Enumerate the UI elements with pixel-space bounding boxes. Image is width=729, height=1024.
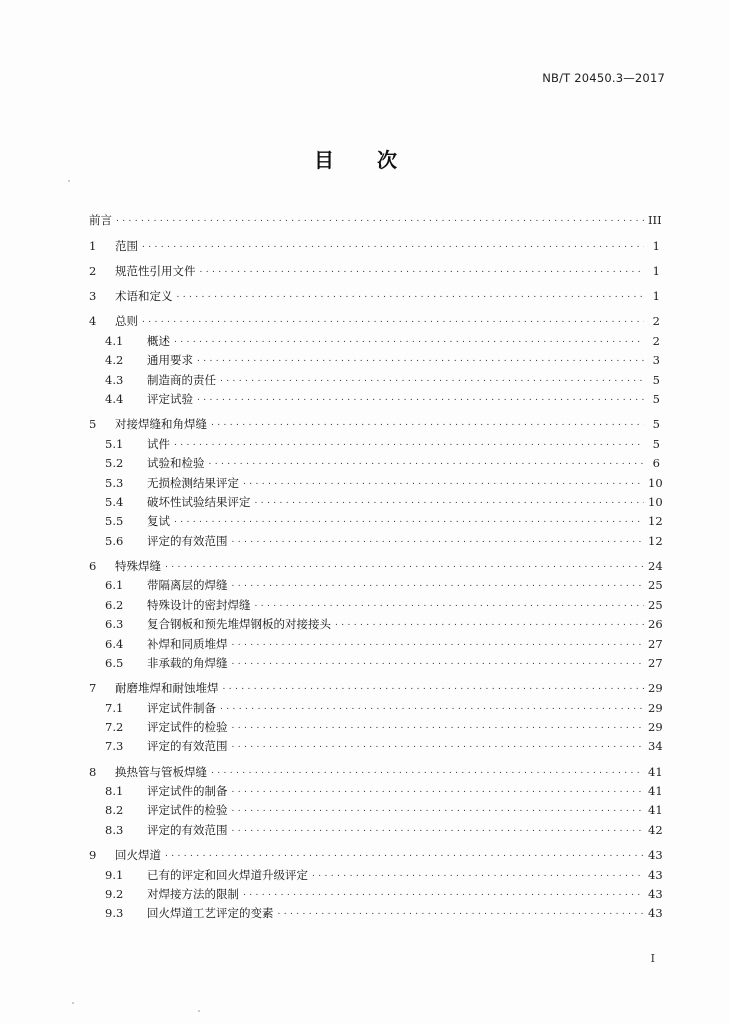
toc-entry[interactable] xyxy=(89,654,663,673)
toc-entry-number: 9.2 xyxy=(105,886,124,901)
toc-leader-dots xyxy=(232,717,645,736)
toc-entry[interactable] xyxy=(89,409,660,434)
toc-leader-dots xyxy=(220,698,644,717)
toc-entry-number: 4 xyxy=(89,314,97,329)
toc-entry[interactable] xyxy=(89,820,663,839)
toc-entry-number: 3 xyxy=(89,289,97,304)
toc-entry-label: 换热管与管板焊缝 xyxy=(115,764,207,779)
toc-entry-page: 26 xyxy=(648,617,663,632)
toc-entry-page: 2 xyxy=(652,314,660,329)
toc-leader-dots xyxy=(200,261,645,280)
toc-entry-page: 10 xyxy=(648,494,663,509)
toc-entry-page: 5 xyxy=(652,372,660,387)
toc-entry[interactable] xyxy=(89,840,663,865)
toc-entry-page: 43 xyxy=(648,867,663,882)
toc-entry[interactable] xyxy=(89,256,660,281)
toc-entry-label: 通用要求 xyxy=(147,353,193,368)
toc-entry-page: 41 xyxy=(648,764,663,779)
toc-entry-number: 8.3 xyxy=(105,822,124,837)
toc-leader-dots xyxy=(174,511,644,530)
toc-entry-number: 5.2 xyxy=(105,456,124,471)
toc-entry-number: 5.1 xyxy=(105,436,124,451)
toc-entry[interactable] xyxy=(89,576,663,595)
toc-entry-number: 6.2 xyxy=(105,597,124,612)
toc-entry[interactable] xyxy=(89,493,663,512)
toc-entry-label: 破坏性试验结果评定 xyxy=(147,494,251,509)
scan-speck xyxy=(198,1010,200,1012)
toc-leader-dots xyxy=(243,473,644,492)
toc-entry-label: 回火焊道工艺评定的变素 xyxy=(147,906,274,921)
toc-entry[interactable] xyxy=(89,512,663,531)
toc-entry-label: 评定试验 xyxy=(147,392,193,407)
toc-entry-label: 评定试件的制备 xyxy=(147,784,228,799)
toc-entry-number: 5.6 xyxy=(105,533,124,548)
toc-entry-number: 8.2 xyxy=(105,803,124,818)
toc-leader-dots xyxy=(174,434,644,453)
toc-entry-number: 4.3 xyxy=(105,372,124,387)
toc-entry[interactable] xyxy=(89,205,660,230)
toc-entry-page: 29 xyxy=(648,681,663,696)
toc-leader-dots xyxy=(211,414,644,433)
toc-entry[interactable] xyxy=(89,756,663,781)
toc-entry-number: 5.3 xyxy=(105,475,124,490)
toc-leader-dots xyxy=(232,531,645,550)
toc-leader-dots xyxy=(116,210,644,229)
scan-speck xyxy=(68,180,70,182)
toc-entry[interactable] xyxy=(89,885,663,904)
toc-entry[interactable] xyxy=(89,281,660,306)
toc-entry-page: 27 xyxy=(648,636,663,651)
toc-leader-dots xyxy=(232,736,645,755)
toc-entry-label: 已有的评定和回火焊道升级评定 xyxy=(147,867,308,882)
toc-entry-number: 4.1 xyxy=(105,333,124,348)
toc-entry[interactable] xyxy=(89,306,660,331)
toc-leader-dots xyxy=(220,370,644,389)
page-number: I xyxy=(650,952,655,965)
toc-entry[interactable] xyxy=(89,473,663,492)
toc-entry-label: 耐磨堆焊和耐蚀堆焊 xyxy=(115,681,219,696)
toc-leader-dots xyxy=(177,286,645,305)
toc-entry-label: 评定试件制备 xyxy=(147,700,216,715)
toc-leader-dots xyxy=(197,389,644,408)
toc-entry-page: 10 xyxy=(648,475,663,490)
toc-leader-dots xyxy=(211,762,644,781)
toc-entry-page: 1 xyxy=(652,289,660,304)
toc-entry[interactable] xyxy=(89,331,660,350)
toc-entry-label: 无损检测结果评定 xyxy=(147,475,239,490)
toc-entry-number: 6.1 xyxy=(105,578,124,593)
toc-entry-page: 27 xyxy=(648,655,663,670)
toc-entry-label: 评定试件的检验 xyxy=(147,720,228,735)
toc-entry-number: 1 xyxy=(89,238,97,253)
toc-entry[interactable] xyxy=(89,698,663,717)
toc-entry-label: 复试 xyxy=(147,514,170,529)
toc-entry-label: 规范性引用文件 xyxy=(115,263,196,278)
toc-entry-page: 29 xyxy=(648,700,663,715)
toc-entry-label: 总则 xyxy=(115,314,138,329)
toc-entry-page: 3 xyxy=(652,353,660,368)
toc-entry-page: 43 xyxy=(648,886,663,901)
toc-leader-dots xyxy=(232,575,645,594)
toc-entry-page: 6 xyxy=(652,456,660,471)
page-title: 目 次 xyxy=(314,148,415,172)
toc-leader-dots xyxy=(312,865,644,884)
toc-entry-label: 特殊设计的密封焊缝 xyxy=(147,597,251,612)
toc-entry-label: 试件 xyxy=(147,436,170,451)
toc-entry[interactable] xyxy=(89,718,663,737)
toc-entry-number: 7.1 xyxy=(105,700,124,715)
toc-leader-dots xyxy=(232,634,645,653)
toc-entry-label: 评定的有效范围 xyxy=(147,739,228,754)
toc-leader-dots xyxy=(243,884,644,903)
toc-entry-page: 5 xyxy=(652,417,660,432)
toc-entry-label: 评定的有效范围 xyxy=(147,533,228,548)
toc-entry-number: 4.4 xyxy=(105,392,124,407)
toc-leader-dots xyxy=(255,492,645,511)
toc-entry[interactable] xyxy=(89,865,663,884)
toc-entry-page: 5 xyxy=(652,392,660,407)
toc-entry[interactable] xyxy=(89,634,663,653)
toc-entry-number: 7 xyxy=(89,681,97,696)
toc-entry-number: 8.1 xyxy=(105,784,124,799)
toc-entry-page: 12 xyxy=(648,514,663,529)
toc-entry-number: 4.2 xyxy=(105,353,124,368)
toc-entry[interactable] xyxy=(89,782,663,801)
toc-entry-number: 9.3 xyxy=(105,906,124,921)
toc-leader-dots xyxy=(232,781,645,800)
toc-entry-page: 24 xyxy=(648,558,663,573)
toc-leader-dots xyxy=(142,236,644,255)
toc-entry-label: 概述 xyxy=(147,333,170,348)
toc-entry-label: 带隔离层的焊缝 xyxy=(147,578,228,593)
toc-leader-dots xyxy=(335,614,644,633)
toc-entry-page: 34 xyxy=(648,739,663,754)
toc-entry-number: 6 xyxy=(89,558,97,573)
toc-entry-label: 特殊焊缝 xyxy=(115,558,161,573)
toc-entry-page: 43 xyxy=(648,906,663,921)
toc-entry-page: 25 xyxy=(648,597,663,612)
toc-entry-number: 9.1 xyxy=(105,867,124,882)
toc-entry[interactable] xyxy=(89,230,660,255)
toc-entry[interactable] xyxy=(89,434,660,453)
toc-entry-number: 2 xyxy=(89,263,97,278)
toc-entry-page: 2 xyxy=(652,333,660,348)
toc-entry-number: 6.4 xyxy=(105,636,124,651)
toc-entry-page: 42 xyxy=(648,822,663,837)
toc-entry[interactable] xyxy=(89,595,663,614)
toc-entry-label: 回火焊道 xyxy=(115,848,161,863)
toc-entry-label: 复合钢板和预先堆焊钢板的对接接头 xyxy=(147,617,331,632)
toc-entry-label: 范围 xyxy=(115,238,138,253)
toc-entry[interactable] xyxy=(89,737,663,756)
toc-entry[interactable] xyxy=(89,454,660,473)
toc-entry-page: 29 xyxy=(648,720,663,735)
toc-entry-number: 5 xyxy=(89,417,97,432)
toc-leader-dots xyxy=(197,350,644,369)
toc-entry-page: 41 xyxy=(648,784,663,799)
toc-entry-number: 6.5 xyxy=(105,655,124,670)
toc-entry[interactable] xyxy=(89,351,660,370)
toc-entry-page: 1 xyxy=(652,238,660,253)
toc-leader-dots xyxy=(255,595,645,614)
toc-entry-number: 5.4 xyxy=(105,494,124,509)
toc-entry-number: 5.5 xyxy=(105,514,124,529)
toc-entry[interactable] xyxy=(89,904,663,923)
toc-entry-label: 对焊接方法的限制 xyxy=(147,886,239,901)
toc-entry-page: 1 xyxy=(652,263,660,278)
toc-entry[interactable] xyxy=(89,551,663,576)
table-of-contents xyxy=(89,205,663,923)
toc-entry[interactable] xyxy=(89,801,663,820)
toc-entry-label: 非承载的角焊缝 xyxy=(147,655,228,670)
toc-entry[interactable] xyxy=(89,390,660,409)
toc-leader-dots xyxy=(232,800,645,819)
toc-entry[interactable] xyxy=(89,370,660,389)
toc-leader-dots xyxy=(223,678,645,697)
toc-leader-dots xyxy=(278,903,645,922)
toc-entry-page: III xyxy=(648,213,662,228)
toc-entry[interactable] xyxy=(89,615,663,634)
scan-speck xyxy=(72,1002,74,1004)
toc-entry-number: 9 xyxy=(89,848,97,863)
toc-entry-label: 补焊和同质堆焊 xyxy=(147,636,228,651)
toc-entry-page: 25 xyxy=(648,578,663,593)
toc-entry-number: 7.2 xyxy=(105,720,124,735)
toc-leader-dots xyxy=(165,845,644,864)
toc-entry-page: 43 xyxy=(648,848,663,863)
toc-leader-dots xyxy=(165,556,644,575)
standard-code: NB/T 20450.3—2017 xyxy=(542,71,665,85)
toc-entry-label: 评定试件的检验 xyxy=(147,803,228,818)
toc-entry-label: 试验和检验 xyxy=(147,456,205,471)
toc-entry[interactable] xyxy=(89,673,663,698)
toc-entry-label: 前言 xyxy=(89,213,112,228)
toc-entry-label: 制造商的责任 xyxy=(147,372,216,387)
toc-entry-number: 6.3 xyxy=(105,617,124,632)
toc-leader-dots xyxy=(174,331,644,350)
toc-leader-dots xyxy=(209,453,645,472)
toc-entry-page: 5 xyxy=(652,436,660,451)
toc-leader-dots xyxy=(142,311,644,330)
toc-leader-dots xyxy=(232,820,645,839)
toc-entry-number: 8 xyxy=(89,764,97,779)
toc-entry-label: 术语和定义 xyxy=(115,289,173,304)
toc-entry[interactable] xyxy=(89,531,663,550)
toc-leader-dots xyxy=(232,653,645,672)
toc-entry-label: 评定的有效范围 xyxy=(147,822,228,837)
toc-entry-number: 7.3 xyxy=(105,739,124,754)
toc-entry-label: 对接焊缝和角焊缝 xyxy=(115,417,207,432)
toc-entry-page: 41 xyxy=(648,803,663,818)
toc-entry-page: 12 xyxy=(648,533,663,548)
